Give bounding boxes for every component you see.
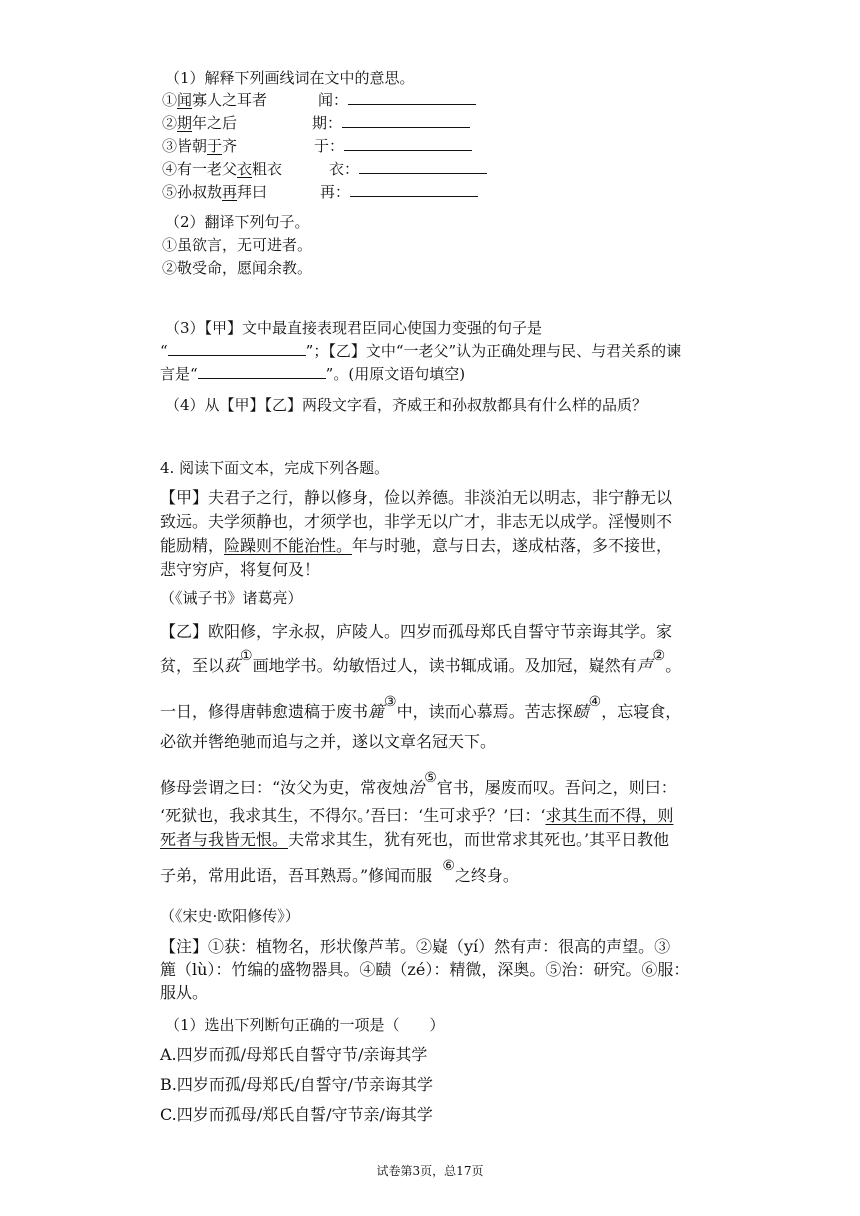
yi-line-5: 修母尝谓之曰：“汝父为吏，常夜烛治⑤官书，屡废而叹。吾问之，则曰： [160,770,677,797]
answer-blank[interactable] [168,341,306,356]
answer-blank[interactable] [359,159,487,174]
note-line-3: 服从。 [160,983,209,1002]
note-line-1: 【注】①获：植物名，形状像芦苇。②嶷（yí）然有声：很高的声望。③ [160,937,671,956]
q3-item-1-answer: 闻： [318,90,476,110]
answer-blank[interactable] [350,182,478,197]
q3-part3-line3: 言是“ ”。(用原文语句填空) [160,365,466,383]
q4-part1-prompt: （1）选出下列断句正确的一项是（ ） [165,1016,445,1034]
q3-part3-prompt: （3）【甲】文中最直接表现君臣同心使国力变强的句子是 [165,319,543,337]
q3-part4-prompt: （4）从【甲】【乙】两段文字看，齐威王和孙叔敖都具有什么样的品质？ [165,396,648,414]
answer-blank[interactable] [198,364,326,379]
jia-line-4: 悲守穷庐，将复何及！ [160,560,321,579]
option-c[interactable]: C.四岁而孤母/郑氏自誓/守节亲/诲其学 [160,1105,433,1124]
yi-line-8: 子弟，常用此语，吾耳熟焉。”修闻而服 ⑥之终身。 [160,858,519,885]
q4-title: 4. 阅读下面文本，完成下列各题。 [160,459,390,477]
jia-line-1: 【甲】夫君子之行，静以修身，俭以养德。非淡泊无以明志，非宁静无以 [160,488,673,507]
yi-line-1: 【乙】欧阳修，字永叔，庐陵人。四岁而孤母郑氏自誓守节亲诲其学。家 [160,622,673,641]
yi-line-2: 贫，至以荻①画地学书。幼敏悟过人，读书辄成诵。及加冠，嶷然有声②。 [160,648,682,675]
answer-blank[interactable] [348,90,476,105]
q3-item-5-answer: 再： [320,182,478,202]
footnote-marker: ② [652,648,666,664]
note-line-2: 簏（lù）：竹编的盛物器具。④赜（zé）：精微，深奥。⑤治：研究。⑥服： [160,960,690,979]
q3-item-1: ①闻寡人之耳者 [162,91,268,109]
yi-line-7: 死者与我皆无恨。夫常求其生，犹有死也，而世常求其死也。’其平日教他 [160,830,670,849]
jia-line-3: 能励精，险躁则不能治性。年与时驰，意与日去，遂成枯落，多不接世， [160,536,673,555]
option-b[interactable]: B.四岁而孤/母郑氏/自誓守/节亲诲其学 [160,1075,434,1094]
jia-source: （《诫子书》诸葛亮） [160,589,303,607]
q3-part2-prompt: （2）翻译下列句子。 [165,213,310,231]
yi-source: （《宋史·欧阳修传》） [160,907,300,925]
footnote-marker: ⑥ [442,858,455,874]
jia-line-2: 致远。夫学须静也，才须学也，非学无以广才，非志无以成学。淫慢则不 [160,512,673,531]
q3-item-3-answer: 于： [314,136,472,156]
answer-blank[interactable] [344,136,472,151]
q3-part1-prompt: （1）解释下列画线词在文中的意思。 [165,69,415,87]
yi-line-6: ‘死狱也，我求其生，不得尔。’吾曰：‘生可求乎？’曰：‘求其生而不得，则 [160,806,674,825]
q3-item-2-answer: 期： [312,113,470,133]
q3-sentence-2: ②敬受命，愿闻余教。 [162,259,313,277]
footnote-marker: ③ [384,694,397,710]
yi-line-4: 必欲并辔绝驰而追与之并，遂以文章名冠天下。 [160,732,497,751]
page-footer: 试卷第3页，总17页 [376,1164,484,1178]
q3-part3-line2: “ ”；【乙】文中“一老父”认为正确处理与民、与君关系的谏 [160,342,682,360]
q3-item-3: ③皆朝于齐 [162,137,238,155]
q3-item-2: ②期年之后 [162,114,238,132]
footnote-marker: ⑤ [424,770,437,786]
q3-item-4: ④有一老父衣粗衣 [162,160,283,178]
answer-blank[interactable] [342,113,470,128]
yi-line-3: 一日，修得唐韩愈遗稿于废书簏③中，读而心慕焉。苦志探赜④，忘寝食， [160,694,682,721]
option-a[interactable]: A.四岁而孤/母郑氏自誓守节/亲诲其学 [160,1045,428,1064]
q3-item-5: ⑤孙叔敖再拜曰 [162,183,268,201]
footnote-marker: ① [240,648,253,664]
footnote-marker: ④ [588,694,602,710]
q3-item-4-answer: 衣： [329,159,487,179]
q3-sentence-1: ①虽欲言，无可进者。 [162,236,313,254]
